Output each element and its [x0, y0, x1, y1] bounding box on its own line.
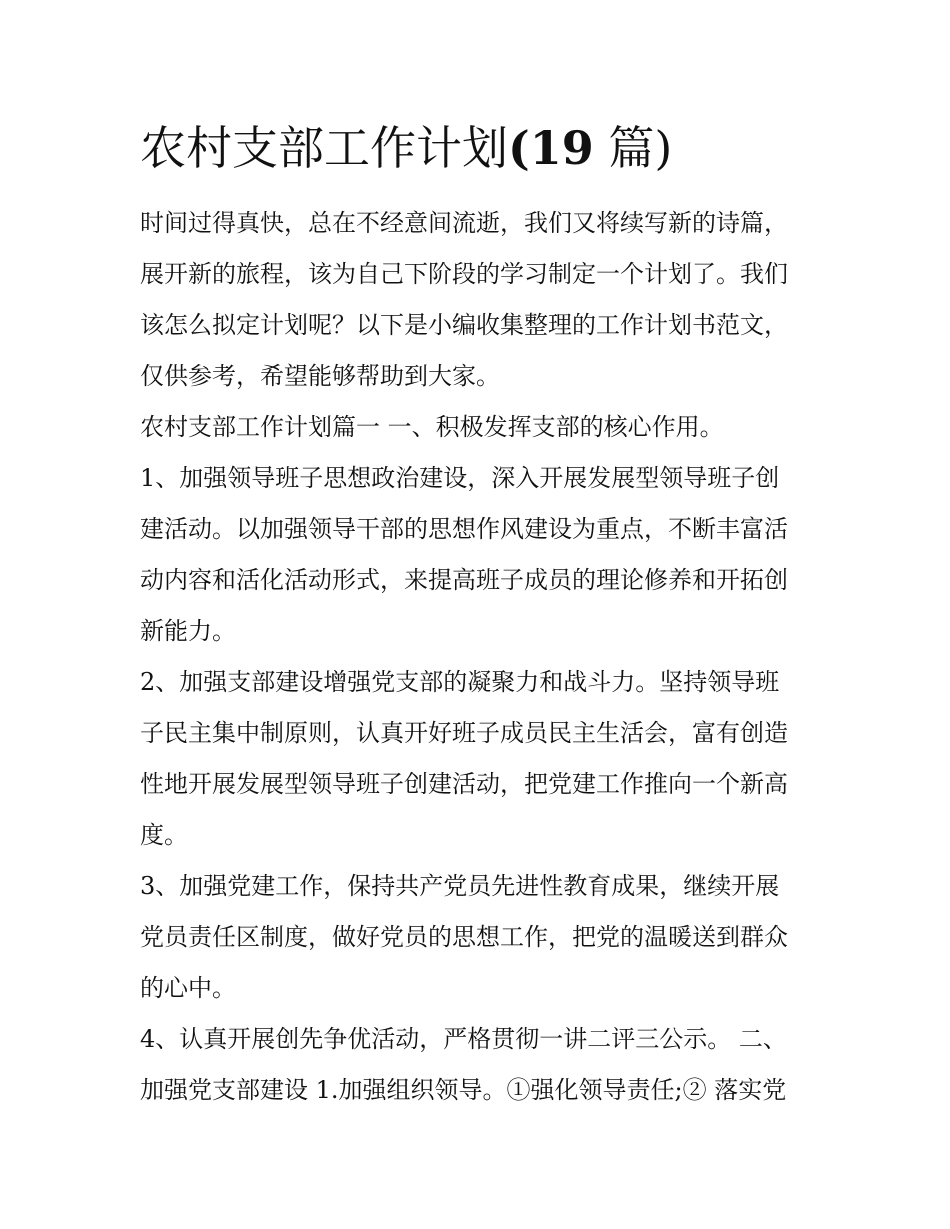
document-body: [140, 198, 830, 1116]
text-line: 子民主集中制原则，认真开好班子成员民主生活会，富有创造: [140, 719, 788, 747]
text-line: 仅供参考，希望能够帮助到大家。: [140, 362, 500, 390]
text-line: 2、加强支部建设增强党支部的凝聚力和战斗力。坚持领导班: [140, 668, 780, 696]
text-line: 加强党支部建设 1.加强组织领导。①强化领导责任;② 落实党: [140, 1076, 787, 1104]
text-line: 动内容和活化活动形式，来提高班子成员的理论修养和开拓创: [140, 566, 788, 594]
text-line: 该怎么拟定计划呢？以下是小编收集整理的工作计划书范文，: [140, 311, 788, 339]
text-line: 新能力。: [140, 617, 236, 645]
text-line: 的心中。: [140, 974, 236, 1002]
text-line: 1、加强领导班子思想政治建设，深入开展发展型领导班子创: [140, 464, 780, 492]
text-line: 展开新的旅程，该为自己下阶段的学习制定一个计划了。我们: [140, 260, 788, 288]
text-line: 性地开展发展型领导班子创建活动，把党建工作推向一个新高: [140, 770, 788, 798]
text-line: 建活动。以加强领导干部的思想作风建设为重点，不断丰富活: [140, 515, 788, 543]
title-main: 农村支部工作计划: [140, 121, 508, 175]
title-count: (19: [508, 121, 594, 175]
text-line: 党员责任区制度，做好党员的思想工作，把党的温暖送到群众: [140, 923, 788, 951]
text-line: 农村支部工作计划篇一 一、积极发挥支部的核心作用。: [140, 413, 724, 441]
title-end: 篇): [593, 121, 673, 175]
text-line: 度。: [140, 821, 188, 849]
text-line: 3、加强党建工作，保持共产党员先进性教育成果，继续开展: [140, 872, 780, 900]
text-line: 时间过得真快，总在不经意间流逝，我们又将续写新的诗篇，: [140, 209, 788, 237]
text-line: 4、认真开展创先争优活动，严格贯彻一讲二评三公示。 二、: [140, 1025, 787, 1053]
document-title: [140, 116, 672, 180]
